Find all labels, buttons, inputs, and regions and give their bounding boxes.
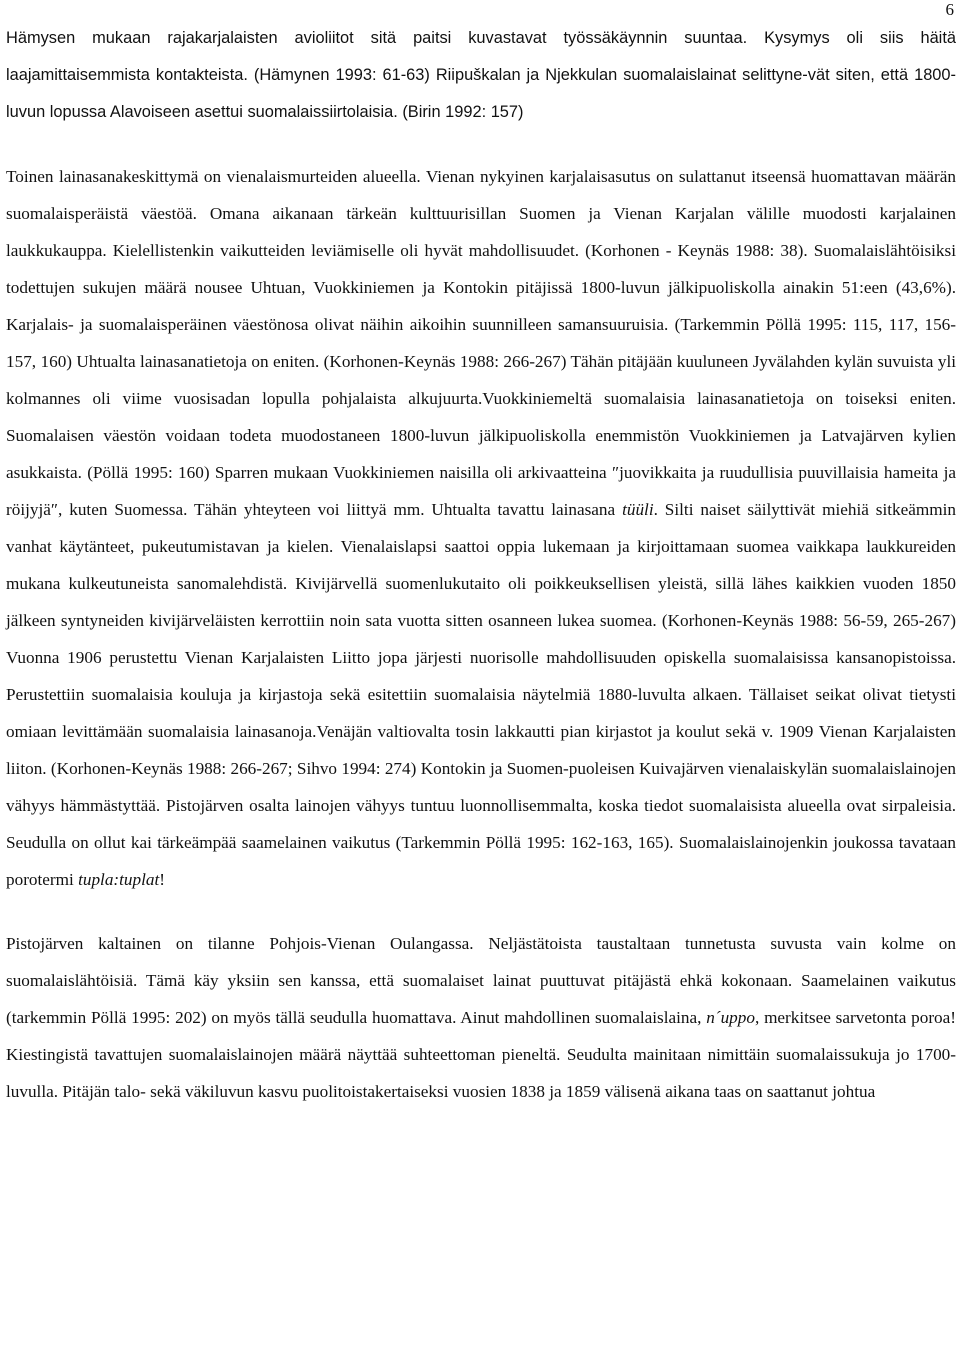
paragraph [6, 925, 956, 1110]
body-text [6, 20, 956, 1110]
italic-term: tupla:tuplat [78, 870, 160, 889]
text-run: ! [159, 870, 165, 889]
text-run: . Silti naiset säilyttivät miehiä sitkeämmin vanhat käytänteet, pukeutumistavan ja kielen. Vienalaislapsi saattoi oppia lukemaan ja kirjoittamaan suomea vaikkapa laukkureiden mukana kulkeutuneista sanomalehdistä. Kivijärvellä suomenlukutaito oli poikkeuksellisen yleistä, sillä lähes kaikkien vuoden 1850 jälkeen syntyneiden kivijärveläisten kerrottiin noin sata vuotta sitten osanneen lukea suomea. (Korhonen-Keynäs 1988: 56-59, 265-267) Vuonna 1906 perustettu Vienan Karjalaisten Liitto jopa järjesti nuorisolle mahdollisuuden opiskella suomalaisissa kansanopistoissa. Perustettiin suomalaisia kouluja ja kirjastoja sekä esitettiin suomalaisia näytelmiä 1880-luvulta alkaen. Tällaiset seikat olivat tietysti omiaan levittämään suomalaisia lainasanoja.Venäjän valtiovalta tosin lakkautti pian kirjastot ja koulut sekä v. 1909 Vienan Karjalaisten liiton. (Korhonen-Keynäs 1988: 266-267; Sihvo 1994: 274) Kontokin ja Suomen-puoleisen Kuivajärven vienalaiskylän suomalaislainojen vähyys hämmästyttää. Pistojärven osalta lainojen vähyys tuntuu luonnollisemmalta, koska tiedot suomalaisista alueella ovat sirpaleisia. Seudulla on ollut kai tärkeämpää saamelainen vaikutus (Tarkemmin Pöllä 1995: 162-163, 165). Suomalaislainojenkin joukossa tavataan porotermi [6, 500, 956, 889]
paragraph [6, 158, 956, 898]
page-number: 6 [945, 0, 954, 19]
text-run: Hämysen mukaan rajakarjalaisten avioliitot sitä paitsi kuvastavat työssäkäynnin suuntaa. Kysymys oli siis häitä laajamittaisemmista kontakteista. (Hämynen 1993: 61-63) Riipuškalan ja Njekkulan suomalaislainat selittyne-vät siten, että 1800-luvun lopussa Alavoiseen asettui suomalaissiirtolaisia. (Birin 1992: 157) [6, 29, 956, 121]
text-run: Pistojärven kaltainen on tilanne Pohjois-Vienan Oulangassa. Neljästätoista taustaltaan tunnetusta suvusta vain kolme on suomalaislähtöisiä. Tämä käy yksiin sen kanssa, että suomalaiset lainat puuttuvat pitäjästä ehkä kokonaan. Saamelainen vaikutus (tarkemmin Pöllä 1995: 202) on myös tällä seudulla huomattava. Ainut mahdollinen suomalaislaina, [6, 934, 956, 1027]
italic-term: tüüli [622, 500, 654, 519]
paragraph [6, 20, 956, 131]
italic-term: n´uppo [706, 1008, 755, 1027]
text-run: , merkitsee sarvetonta poroa! Kiestingistä tavattujen suomalaislainojen määrä näyttää suhteettoman pieneltä. Seudulta mainitaan nimittäin suomalaissukuja jo 1700-luvulla. Pitäjän talo- sekä väkiluvun kasvu puolitoistakertaiseksi vuosien 1838 ja 1859 välisenä aikana taas on saattanut johtua [6, 1008, 956, 1101]
text-run: Toinen lainasanakeskittymä on vienalaismurteiden alueella. Vienan nykyinen karjalaisasutus on sulattanut itseensä huomattavan määrän suomalaisperäistä väestöä. Omana aikanaan tärkeän kulttuurisillan Suomen ja Vienan Karjalan välille muodosti karjalainen laukkukauppa. Kielellistenkin vaikutteiden leviämiselle oli hyvät mahdollisuudet. (Korhonen - Keynäs 1988: 38). Suomalaislähtöisiksi todettujen sukujen määrä nousee Uhtuan, Vuokkiniemen ja Kontokin pitäjissä 1800-luvun jälkipuoliskolla ainakin 51:een (43,6%). Karjalais- ja suomalaisperäinen väestönosa olivat näihin aikoihin suunnilleen samansuuruisia. (Tarkemmin Pöllä 1995: 115, 117, 156-157, 160) Uhtualta lainasanatietoja on eniten. (Korhonen-Keynäs 1988: 266-267) Tähän pitäjään kuuluneen Jyvälahden kylän suvuista yli kolmannes oli viime vuosisadan lopulla pohjalaista alkujuurta.Vuokkiniemeltä suomalaisia lainasanatietoja on toiseksi eniten. Suomalaisen väestön voidaan todeta muodostaneen 1800-luvun jälkipuoliskolla enemmistön Vuokkiniemen ja Latvajärven kylien asukkaista. (Pöllä 1995: 160) Sparren mukaan Vuokkiniemen naisilla oli arkivaatteina ″juovikkaita ja ruudullisia puuvillaisia hameita ja röijyjä″, kuten Suomessa. Tähän yhteyteen voi liittyä mm. Uhtualta tavattu lainasana [6, 167, 956, 519]
